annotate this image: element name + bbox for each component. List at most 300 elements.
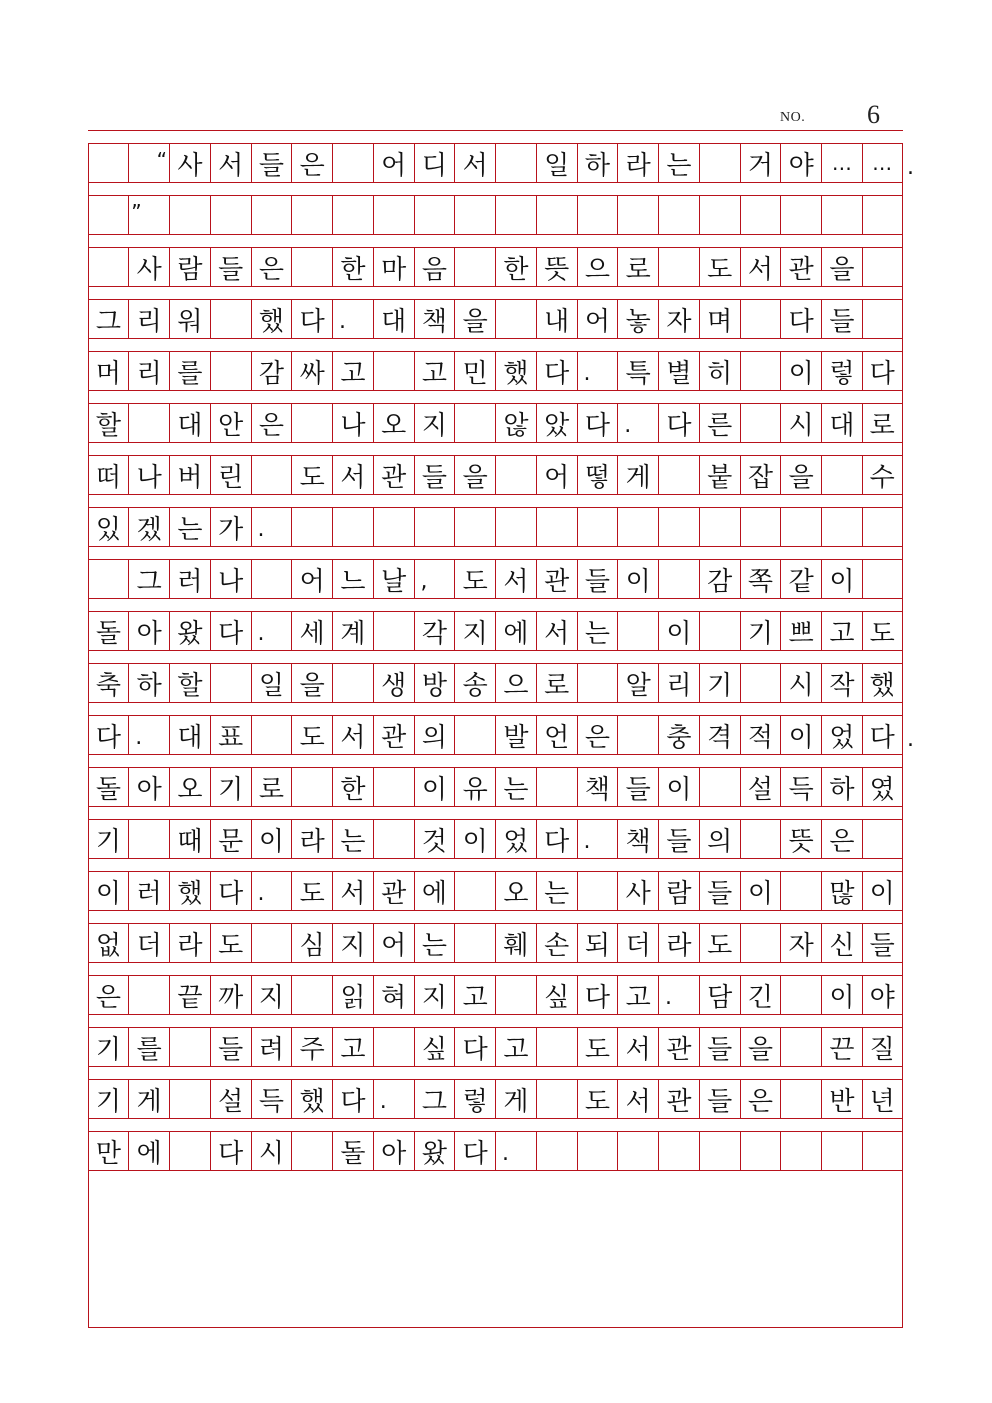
grid-cell: 고 <box>454 975 495 1015</box>
grid-cell: 작 <box>821 663 862 703</box>
grid-cell <box>495 299 536 339</box>
grid-cell: 관 <box>373 871 414 911</box>
grid-cell: 까 <box>210 975 251 1015</box>
grid-cell <box>821 455 862 495</box>
grid-cell: 안 <box>210 403 251 443</box>
grid-cell <box>251 195 292 235</box>
grid-cell: “ <box>128 143 169 183</box>
grid-cell: . <box>577 819 618 859</box>
grid-cell <box>373 351 414 391</box>
grid-cell: . <box>332 299 373 339</box>
grid-cell: 자 <box>658 299 699 339</box>
grid-cell: 였 <box>862 767 903 807</box>
grid-cell: . <box>251 871 292 911</box>
grid-row <box>88 455 903 495</box>
grid-cell: 들 <box>251 143 292 183</box>
grid-cell: 이 <box>821 559 862 599</box>
grid-cell: 다 <box>536 351 577 391</box>
grid-cell: 하 <box>128 663 169 703</box>
grid-cell: 않 <box>495 403 536 443</box>
grid-cell: 떠 <box>88 455 129 495</box>
grid-cell: 고 <box>332 1027 373 1067</box>
grid-cell: 겠 <box>128 507 169 547</box>
grid-cell: 쁘 <box>780 611 821 651</box>
grid-cell: 관 <box>780 247 821 287</box>
grid-cell: 대 <box>821 403 862 443</box>
grid-cell: 별 <box>658 351 699 391</box>
grid-cell: 은 <box>251 247 292 287</box>
grid-cell <box>658 1131 699 1171</box>
grid-cell: 많 <box>821 871 862 911</box>
grid-cell: 어 <box>536 455 577 495</box>
grid-cell: 쪽 <box>740 559 781 599</box>
grid-cell <box>169 1131 210 1171</box>
grid-cell: 그 <box>414 1079 455 1119</box>
grid-cell <box>862 247 903 287</box>
grid-cell: 관 <box>373 715 414 755</box>
grid-cell <box>536 1079 577 1119</box>
grid-row <box>88 403 903 443</box>
grid-cell: 라 <box>617 143 658 183</box>
grid-cell <box>454 247 495 287</box>
grid-cell: 의 <box>699 819 740 859</box>
grid-cell: 싶 <box>536 975 577 1015</box>
grid-cell: 을 <box>454 299 495 339</box>
grid-cell: 도 <box>454 559 495 599</box>
grid-cell: 다 <box>577 975 618 1015</box>
grid-cell: 아 <box>373 1131 414 1171</box>
grid-cell: 기 <box>740 611 781 651</box>
grid-cell: 는 <box>332 819 373 859</box>
margin-overflow-punctuation: . <box>907 727 914 752</box>
grid-cell: 기 <box>88 819 129 859</box>
grid-cell: . <box>251 507 292 547</box>
grid-row <box>88 611 903 651</box>
grid-cell <box>577 663 618 703</box>
grid-cell <box>740 195 781 235</box>
grid-cell <box>495 143 536 183</box>
grid-cell <box>495 507 536 547</box>
grid-cell: 리 <box>658 663 699 703</box>
grid-cell <box>251 923 292 963</box>
grid-cell: 서 <box>210 143 251 183</box>
grid-cell: 했 <box>495 351 536 391</box>
grid-cell: 기 <box>210 767 251 807</box>
grid-cell: 을 <box>780 455 821 495</box>
grid-cell: 으 <box>577 247 618 287</box>
grid-cell: 서 <box>617 1027 658 1067</box>
grid-row <box>88 663 903 703</box>
grid-cell <box>862 195 903 235</box>
grid-cell: 라 <box>169 923 210 963</box>
grid-cell: 도 <box>862 611 903 651</box>
grid-cell <box>536 1131 577 1171</box>
grid-cell <box>699 507 740 547</box>
grid-cell <box>740 403 781 443</box>
grid-cell <box>740 663 781 703</box>
grid-cell: 송 <box>454 663 495 703</box>
grid-cell: 게 <box>617 455 658 495</box>
grid-cell: 른 <box>699 403 740 443</box>
grid-cell <box>658 507 699 547</box>
grid-cell: 도 <box>291 455 332 495</box>
grid-cell: 사 <box>128 247 169 287</box>
grid-cell: 람 <box>169 247 210 287</box>
grid-cell: . <box>495 1131 536 1171</box>
grid-cell: 이 <box>780 351 821 391</box>
grid-cell: 것 <box>414 819 455 859</box>
grid-cell: 계 <box>332 611 373 651</box>
grid-row <box>88 1079 903 1119</box>
grid-cell: 이 <box>740 871 781 911</box>
grid-cell <box>454 507 495 547</box>
grid-cell: 지 <box>414 403 455 443</box>
grid-cell <box>454 871 495 911</box>
grid-cell: . <box>617 403 658 443</box>
grid-cell: 을 <box>821 247 862 287</box>
grid-cell <box>862 819 903 859</box>
grid-cell <box>88 143 129 183</box>
grid-row <box>88 767 903 807</box>
grid-cell <box>251 455 292 495</box>
grid-cell: 손 <box>536 923 577 963</box>
manuscript-grid-sheet <box>88 143 914 1328</box>
grid-cell <box>373 1027 414 1067</box>
grid-row <box>88 247 903 287</box>
grid-cell: 오 <box>373 403 414 443</box>
grid-cell: 그 <box>128 559 169 599</box>
grid-cell: 일 <box>251 663 292 703</box>
grid-cell <box>128 403 169 443</box>
grid-cell <box>169 1079 210 1119</box>
grid-cell: 는 <box>414 923 455 963</box>
grid-cell <box>780 975 821 1015</box>
grid-cell: 고 <box>414 351 455 391</box>
grid-cell: 충 <box>658 715 699 755</box>
grid-cell: . <box>251 611 292 651</box>
grid-cell: 생 <box>373 663 414 703</box>
grid-cell: 싶 <box>414 1027 455 1067</box>
grid-row <box>88 871 903 911</box>
grid-cell: 음 <box>414 247 455 287</box>
grid-cell: 돌 <box>88 611 129 651</box>
grid-cell <box>291 975 332 1015</box>
grid-cell: 표 <box>210 715 251 755</box>
grid-cell: 의 <box>414 715 455 755</box>
grid-cell <box>495 195 536 235</box>
grid-cell: 대 <box>373 299 414 339</box>
grid-cell: 다 <box>577 403 618 443</box>
grid-cell: 서 <box>332 715 373 755</box>
grid-cell: 이 <box>821 975 862 1015</box>
grid-cell: 서 <box>617 1079 658 1119</box>
grid-cell: 이 <box>617 559 658 599</box>
grid-cell: 는 <box>169 507 210 547</box>
page-number-header <box>780 100 900 130</box>
grid-cell: 아 <box>128 611 169 651</box>
grid-cell: 돌 <box>332 1131 373 1171</box>
grid-cell: 지 <box>414 975 455 1015</box>
grid-cell: 도 <box>291 871 332 911</box>
grid-cell: 라 <box>658 923 699 963</box>
grid-cell: 혀 <box>373 975 414 1015</box>
grid-cell: 로 <box>251 767 292 807</box>
header-rule <box>88 130 903 131</box>
grid-cell: 있 <box>88 507 129 547</box>
grid-cell <box>740 923 781 963</box>
grid-cell: 싸 <box>291 351 332 391</box>
grid-cell <box>414 507 455 547</box>
grid-cell <box>780 507 821 547</box>
grid-cell: 했 <box>291 1079 332 1119</box>
grid-row <box>88 507 903 547</box>
grid-cell <box>577 1131 618 1171</box>
grid-cell: 았 <box>536 403 577 443</box>
grid-cell <box>617 195 658 235</box>
grid-cell: . <box>373 1079 414 1119</box>
grid-cell: 시 <box>251 1131 292 1171</box>
grid-cell <box>536 767 577 807</box>
grid-cell: 도 <box>699 247 740 287</box>
grid-cell: 서 <box>536 611 577 651</box>
grid-cell: 때 <box>169 819 210 859</box>
grid-cell: 격 <box>699 715 740 755</box>
grid-cell <box>210 299 251 339</box>
grid-cell: ” <box>128 195 169 235</box>
grid-cell: 방 <box>414 663 455 703</box>
grid-cell: 러 <box>169 559 210 599</box>
grid-cell <box>210 663 251 703</box>
grid-cell: 이 <box>251 819 292 859</box>
grid-cell: 다 <box>862 715 903 755</box>
grid-cell <box>740 1131 781 1171</box>
grid-cell: 발 <box>495 715 536 755</box>
grid-cell <box>291 767 332 807</box>
grid-cell <box>699 611 740 651</box>
grid-cell: 들 <box>658 819 699 859</box>
grid-cell: 적 <box>740 715 781 755</box>
grid-cell: 며 <box>699 299 740 339</box>
grid-cell: 이 <box>658 767 699 807</box>
grid-cell: 히 <box>699 351 740 391</box>
grid-cell: 었 <box>821 715 862 755</box>
grid-cell: 설 <box>740 767 781 807</box>
grid-cell: 를 <box>128 1027 169 1067</box>
grid-cell <box>780 871 821 911</box>
grid-cell: 머 <box>88 351 129 391</box>
grid-cell: 이 <box>658 611 699 651</box>
grid-cell: 이 <box>862 871 903 911</box>
grid-cell: 는 <box>658 143 699 183</box>
grid-cell: 감 <box>699 559 740 599</box>
grid-cell: 나 <box>210 559 251 599</box>
grid-cell: 한 <box>332 247 373 287</box>
grid-cell <box>251 559 292 599</box>
page-number-value: 6 <box>867 100 880 129</box>
grid-cell: 을 <box>454 455 495 495</box>
grid-cell: 책 <box>577 767 618 807</box>
grid-cell: 유 <box>454 767 495 807</box>
grid-cell: 기 <box>88 1027 129 1067</box>
grid-cell <box>536 507 577 547</box>
grid-cell: 하 <box>577 143 618 183</box>
grid-row <box>88 715 903 755</box>
grid-cell: 설 <box>210 1079 251 1119</box>
grid-cell: 에 <box>128 1131 169 1171</box>
grid-cell <box>332 143 373 183</box>
grid-cell <box>373 611 414 651</box>
grid-cell: 지 <box>332 923 373 963</box>
grid-cell: 했 <box>251 299 292 339</box>
grid-cell: 책 <box>414 299 455 339</box>
grid-cell: 돌 <box>88 767 129 807</box>
grid-row <box>88 143 903 183</box>
grid-cell: 지 <box>251 975 292 1015</box>
grid-cell <box>699 195 740 235</box>
grid-cell: 심 <box>291 923 332 963</box>
grid-cell: 다 <box>780 299 821 339</box>
grid-cell: 가 <box>210 507 251 547</box>
grid-cell: 다 <box>454 1131 495 1171</box>
grid-cell: … <box>862 143 903 183</box>
grid-cell: 더 <box>128 923 169 963</box>
grid-cell: 마 <box>373 247 414 287</box>
grid-cell: 시 <box>780 663 821 703</box>
grid-cell: 다 <box>658 403 699 443</box>
grid-cell: 한 <box>332 767 373 807</box>
grid-cell: 이 <box>454 819 495 859</box>
grid-cell: 특 <box>617 351 658 391</box>
grid-cell: 민 <box>454 351 495 391</box>
grid-cell <box>210 195 251 235</box>
grid-row <box>88 1027 903 1067</box>
grid-cell: 었 <box>495 819 536 859</box>
grid-cell <box>373 767 414 807</box>
page-number-label: NO. <box>780 110 806 125</box>
grid-cell: 더 <box>617 923 658 963</box>
grid-cell: 들 <box>210 247 251 287</box>
grid-cell: 나 <box>128 455 169 495</box>
grid-cell: 은 <box>740 1079 781 1119</box>
grid-cell: 담 <box>699 975 740 1015</box>
grid-cell: 관 <box>658 1027 699 1067</box>
grid-cell: 들 <box>617 767 658 807</box>
grid-cell <box>88 195 129 235</box>
grid-cell: 서 <box>332 455 373 495</box>
grid-cell: 내 <box>536 299 577 339</box>
grid-cell <box>780 1131 821 1171</box>
grid-cell: 을 <box>740 1027 781 1067</box>
grid-cell: 들 <box>699 1079 740 1119</box>
grid-cell <box>128 975 169 1015</box>
grid-cell: 도 <box>699 923 740 963</box>
grid-cell <box>291 1131 332 1171</box>
grid-cell: 다 <box>536 819 577 859</box>
grid-cell: 어 <box>291 559 332 599</box>
grid-cell: . <box>658 975 699 1015</box>
grid-cell: 를 <box>169 351 210 391</box>
grid-cell: 로 <box>536 663 577 703</box>
grid-cell: 야 <box>862 975 903 1015</box>
grid-cell: 게 <box>495 1079 536 1119</box>
grid-cell <box>577 871 618 911</box>
grid-cell <box>740 507 781 547</box>
grid-cell: 다 <box>291 299 332 339</box>
grid-cell: 다 <box>210 611 251 651</box>
grid-cell: 알 <box>617 663 658 703</box>
grid-cell <box>536 195 577 235</box>
grid-cell: 는 <box>495 767 536 807</box>
grid-row <box>88 559 903 599</box>
grid-cell <box>291 195 332 235</box>
grid-cell <box>658 455 699 495</box>
grid-cell: 축 <box>88 663 129 703</box>
grid-cell: 에 <box>495 611 536 651</box>
grid-cell: 러 <box>128 871 169 911</box>
grid-cell: 다 <box>88 715 129 755</box>
grid-cell: 다 <box>862 351 903 391</box>
grid-cell: 은 <box>251 403 292 443</box>
grid-cell <box>373 195 414 235</box>
grid-cell: 일 <box>536 143 577 183</box>
grid-cell: 없 <box>88 923 129 963</box>
grid-cell <box>373 507 414 547</box>
grid-cell: 은 <box>291 143 332 183</box>
grid-cell: 들 <box>699 1027 740 1067</box>
grid-cell: 사 <box>617 871 658 911</box>
grid-cell: 날 <box>373 559 414 599</box>
grid-cell <box>291 247 332 287</box>
grid-cell: 게 <box>128 1079 169 1119</box>
grid-cell: 훼 <box>495 923 536 963</box>
grid-cell: 들 <box>821 299 862 339</box>
grid-row <box>88 923 903 963</box>
grid-cell <box>780 1027 821 1067</box>
grid-cell: 지 <box>454 611 495 651</box>
grid-cell: . <box>577 351 618 391</box>
grid-cell <box>291 507 332 547</box>
grid-cell: 을 <box>291 663 332 703</box>
grid-cell <box>332 195 373 235</box>
grid-cell: 고 <box>332 351 373 391</box>
grid-cell: 끝 <box>169 975 210 1015</box>
grid-cell: 득 <box>251 1079 292 1119</box>
grid-cell: 했 <box>169 871 210 911</box>
grid-cell <box>699 143 740 183</box>
grid-cell: 리 <box>128 299 169 339</box>
grid-cell: 되 <box>577 923 618 963</box>
grid-cell: 감 <box>251 351 292 391</box>
grid-cell <box>617 611 658 651</box>
grid-cell: 도 <box>210 923 251 963</box>
grid-cell: 기 <box>88 1079 129 1119</box>
grid-cell: 문 <box>210 819 251 859</box>
grid-cell: 라 <box>291 819 332 859</box>
grid-cell: 야 <box>780 143 821 183</box>
grid-cell: 관 <box>373 455 414 495</box>
grid-cell <box>862 507 903 547</box>
grid-cell: 끈 <box>821 1027 862 1067</box>
grid-cell: 고 <box>495 1027 536 1067</box>
grid-cell <box>373 819 414 859</box>
grid-cell: 각 <box>414 611 455 651</box>
grid-cell: 뜻 <box>536 247 577 287</box>
grid-cell: 오 <box>495 871 536 911</box>
grid-cell <box>454 923 495 963</box>
grid-cell <box>862 559 903 599</box>
grid-cell: 신 <box>821 923 862 963</box>
grid-cell: 서 <box>454 143 495 183</box>
